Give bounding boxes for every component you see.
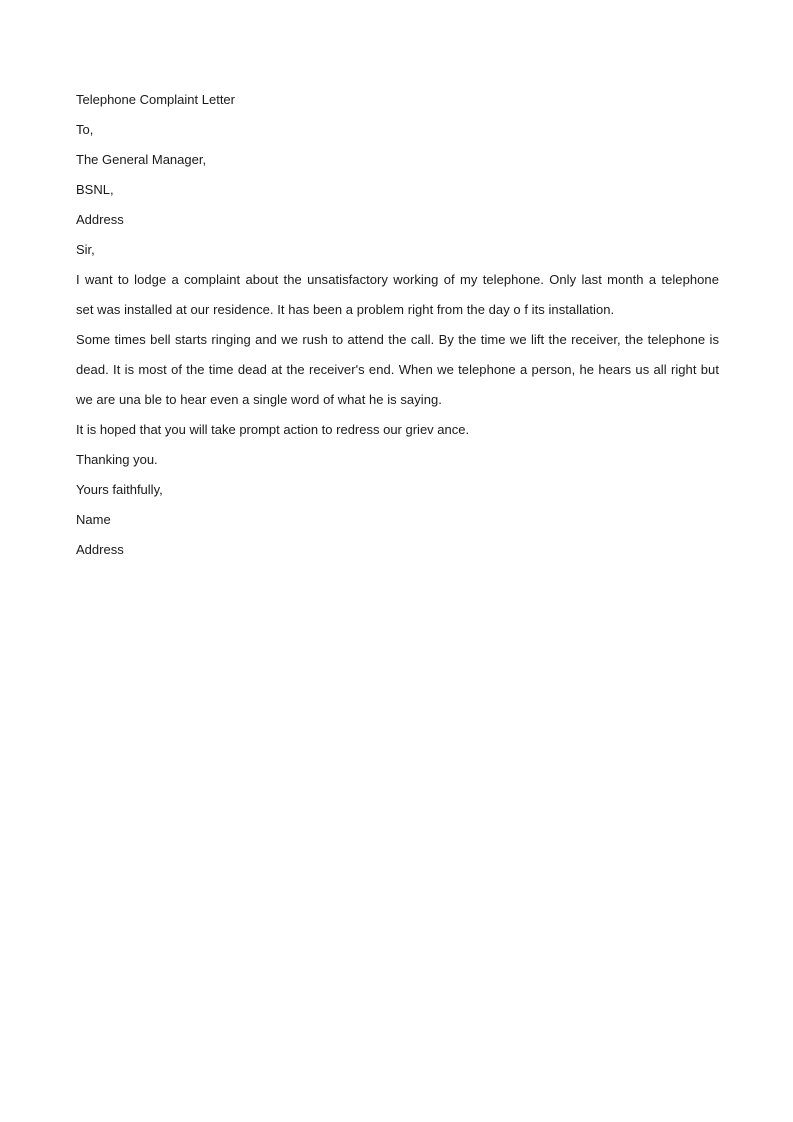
paragraph-1 [76,265,719,325]
recipient-title: The General Manager, [76,152,207,167]
paragraph-2-line-3: we are una ble to hear even a single word of what he is saying. [76,392,442,407]
closing: Yours faithfully, [76,482,163,497]
closing-thanks: Thanking you. [76,452,158,467]
letter-title: Telephone Complaint Letter [76,92,235,107]
paragraph-3: It is hoped that you will take prompt action to redress our griev ance. [76,422,470,437]
paragraph-2-line-1: Some times bell starts ringing and we rush to attend the call. By the time we lift the receiver, the telephone is [76,332,719,347]
paragraph-2-line-2: dead. It is most of the time dead at the receiver's end. When we telephone a person, he hears us all right but [76,362,719,377]
sender-name: Name [76,512,111,527]
to-label: To, [76,122,94,137]
paragraph-1-line-1: I want to lodge a complaint about the unsatisfactory working of my telephone. Only last month a telephone [76,272,719,287]
letter-body [76,85,719,565]
sender-address: Address [76,542,124,557]
recipient-org: BSNL, [76,182,114,197]
salutation: Sir, [76,242,95,257]
paragraph-2 [76,325,719,415]
recipient-address: Address [76,212,124,227]
paragraph-1-line-2: set was installed at our residence. It has been a problem right from the day o f its installation. [76,302,615,317]
